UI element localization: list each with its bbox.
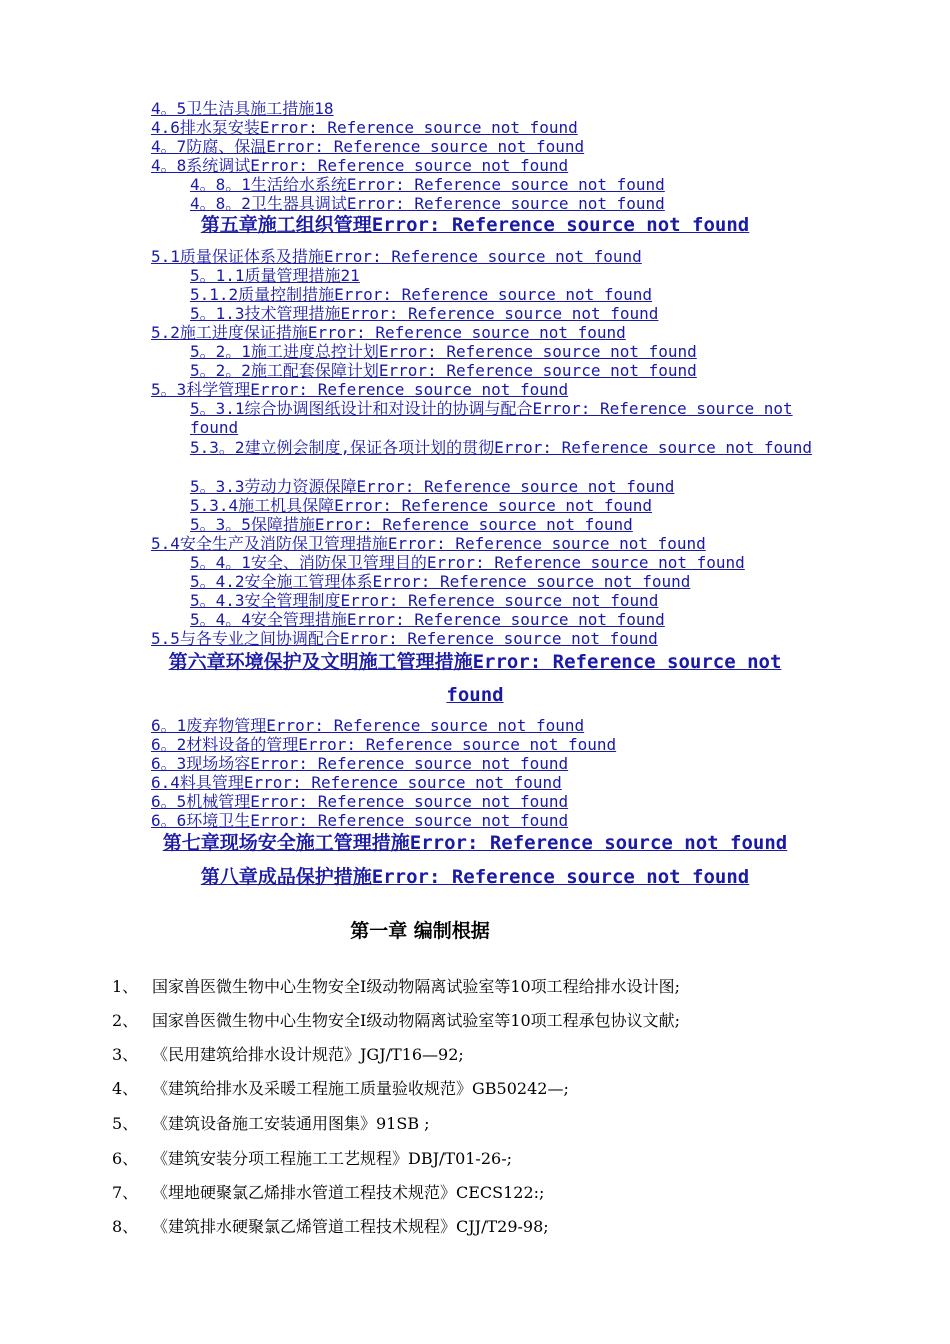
toc-link-4-8-1[interactable]: 4。8。1生活给水系统Error: Reference source not found (190, 175, 665, 194)
list-item-text: 《埋地硬聚氯乙烯排水管道工程技术规范》CECS122:; (152, 1183, 545, 1202)
list-item (112, 1114, 430, 1134)
list-item-text: 《建筑设备施工安装通用图集》91SB ; (152, 1114, 430, 1133)
toc-link-4-5[interactable]: 4。5卫生洁具施工措施18 (151, 99, 334, 118)
list-item-number: 7、 (112, 1183, 139, 1202)
toc-link-5-2-2[interactable]: 5。2。2施工配套保障计划Error: Reference source not found (190, 361, 697, 380)
toc-link-5-1[interactable]: 5.1质量保证体系及措施Error: Reference source not found (151, 247, 642, 266)
toc-link-chapter-6[interactable]: 第六章环境保护及文明施工管理措施Error: Reference source not found (168, 651, 782, 706)
toc-link-5-4-2[interactable]: 5。4.2安全施工管理体系Error: Reference source not found (190, 572, 691, 591)
toc-link-6-1[interactable]: 6。1废弃物管理Error: Reference source not found (151, 716, 585, 735)
toc-link-5-2[interactable]: 5.2施工进度保证措施Error: Reference source not found (151, 323, 626, 342)
list-item (112, 977, 680, 997)
toc-link-5-3-2[interactable]: 5.3。2建立例会制度,保证各项计划的贯彻Error: Reference source not found (190, 438, 813, 457)
toc-link-chapter-5[interactable]: 第五章施工组织管理Error: Reference source not found (200, 214, 750, 236)
list-item-text: 国家兽医微生物中心生物安全Ⅰ级动物隔离试验室等10项工程承包协议文献; (152, 1011, 681, 1030)
list-item-number: 8、 (112, 1217, 139, 1236)
toc-link-5-1-3[interactable]: 5。1.3技术管理措施Error: Reference source not found (190, 304, 659, 323)
toc-link-5-3-3[interactable]: 5。3.3劳动力资源保障Error: Reference source not found (190, 477, 675, 496)
list-item-number: 1、 (112, 977, 139, 996)
chapter-heading: 第一章 编制根据 (350, 920, 490, 942)
toc-link-5-5[interactable]: 5.5与各专业之间协调配合Error: Reference source not found (151, 629, 658, 648)
list-item-number: 5、 (112, 1114, 139, 1133)
toc-link-5-3-5[interactable]: 5。3。5保障措施Error: Reference source not found (190, 515, 633, 534)
toc-link-5-4-1[interactable]: 5。4。1安全、消防保卫管理目的Error: Reference source not found (190, 553, 745, 572)
toc-link-5-2-1[interactable]: 5。2。1施工进度总控计划Error: Reference source not found (190, 342, 697, 361)
toc-link-5-1-1[interactable]: 5。1.1质量管理措施21 (190, 266, 360, 285)
list-item-text: 《建筑排水硬聚氯乙烯管道工程技术规程》CJJ/T29-98; (152, 1217, 549, 1236)
list-item (112, 1217, 549, 1237)
list-item (112, 1183, 544, 1203)
list-item (112, 1045, 464, 1065)
toc-link-5-4-3[interactable]: 5。4.3安全管理制度Error: Reference source not found (190, 591, 659, 610)
toc-link-5-3-4[interactable]: 5.3.4施工机具保障Error: Reference source not found (190, 496, 653, 515)
toc-link-6-5[interactable]: 6。5机械管理Error: Reference source not found (151, 792, 569, 811)
toc-link-5-4[interactable]: 5.4安全生产及消防保卫管理措施Error: Reference source not found (151, 534, 706, 553)
toc-link-6-6[interactable]: 6。6环境卫生Error: Reference source not found (151, 811, 569, 830)
toc-link-5-1-2[interactable]: 5.1.2质量控制措施Error: Reference source not found (190, 285, 653, 304)
toc-link-6-4[interactable]: 6.4料具管理Error: Reference source not found (151, 773, 562, 792)
list-item-number: 3、 (112, 1045, 139, 1064)
toc-link-5-3[interactable]: 5。3科学管理Error: Reference source not found (151, 380, 569, 399)
toc-link-4-8[interactable]: 4。8系统调试Error: Reference source not found (151, 156, 569, 175)
toc-link-5-4-4[interactable]: 5。4。4安全管理措施Error: Reference source not found (190, 610, 665, 629)
toc-link-5-3-1[interactable]: 5。3.1综合协调图纸设计和对设计的协调与配合Error: Reference source not found (190, 399, 793, 437)
toc-link-chapter-7[interactable]: 第七章现场安全施工管理措施Error: Reference source not found (162, 832, 788, 854)
toc-link-chapter-8[interactable]: 第八章成品保护措施Error: Reference source not found (200, 866, 750, 888)
list-item-text: 《民用建筑给排水设计规范》JGJ/T16—92; (152, 1045, 464, 1064)
list-item (112, 1011, 680, 1031)
list-item (112, 1079, 569, 1099)
list-item-number: 2、 (112, 1011, 139, 1030)
list-item (112, 1149, 512, 1169)
list-item-text: 《建筑给排水及采暖工程施工质量验收规范》GB50242—; (152, 1079, 569, 1098)
toc-link-4-7[interactable]: 4。7防腐、保温Error: Reference source not found (151, 137, 585, 156)
toc-link-4-6[interactable]: 4.6排水泵安装Error: Reference source not found (151, 118, 578, 137)
list-item-number: 4、 (112, 1079, 139, 1098)
list-item-text: 《建筑安装分项工程施工工艺规程》DBJ/T01-26-; (152, 1149, 512, 1168)
toc-link-6-3[interactable]: 6。3现场场容Error: Reference source not found (151, 754, 569, 773)
list-item-text: 国家兽医微生物中心生物安全Ⅰ级动物隔离试验室等10项工程给排水设计图; (152, 977, 681, 996)
toc-link-6-2[interactable]: 6。2材料设备的管理Error: Reference source not found (151, 735, 617, 754)
list-item-number: 6、 (112, 1149, 139, 1168)
toc-link-4-8-2[interactable]: 4。8。2卫生器具调试Error: Reference source not found (190, 194, 665, 213)
